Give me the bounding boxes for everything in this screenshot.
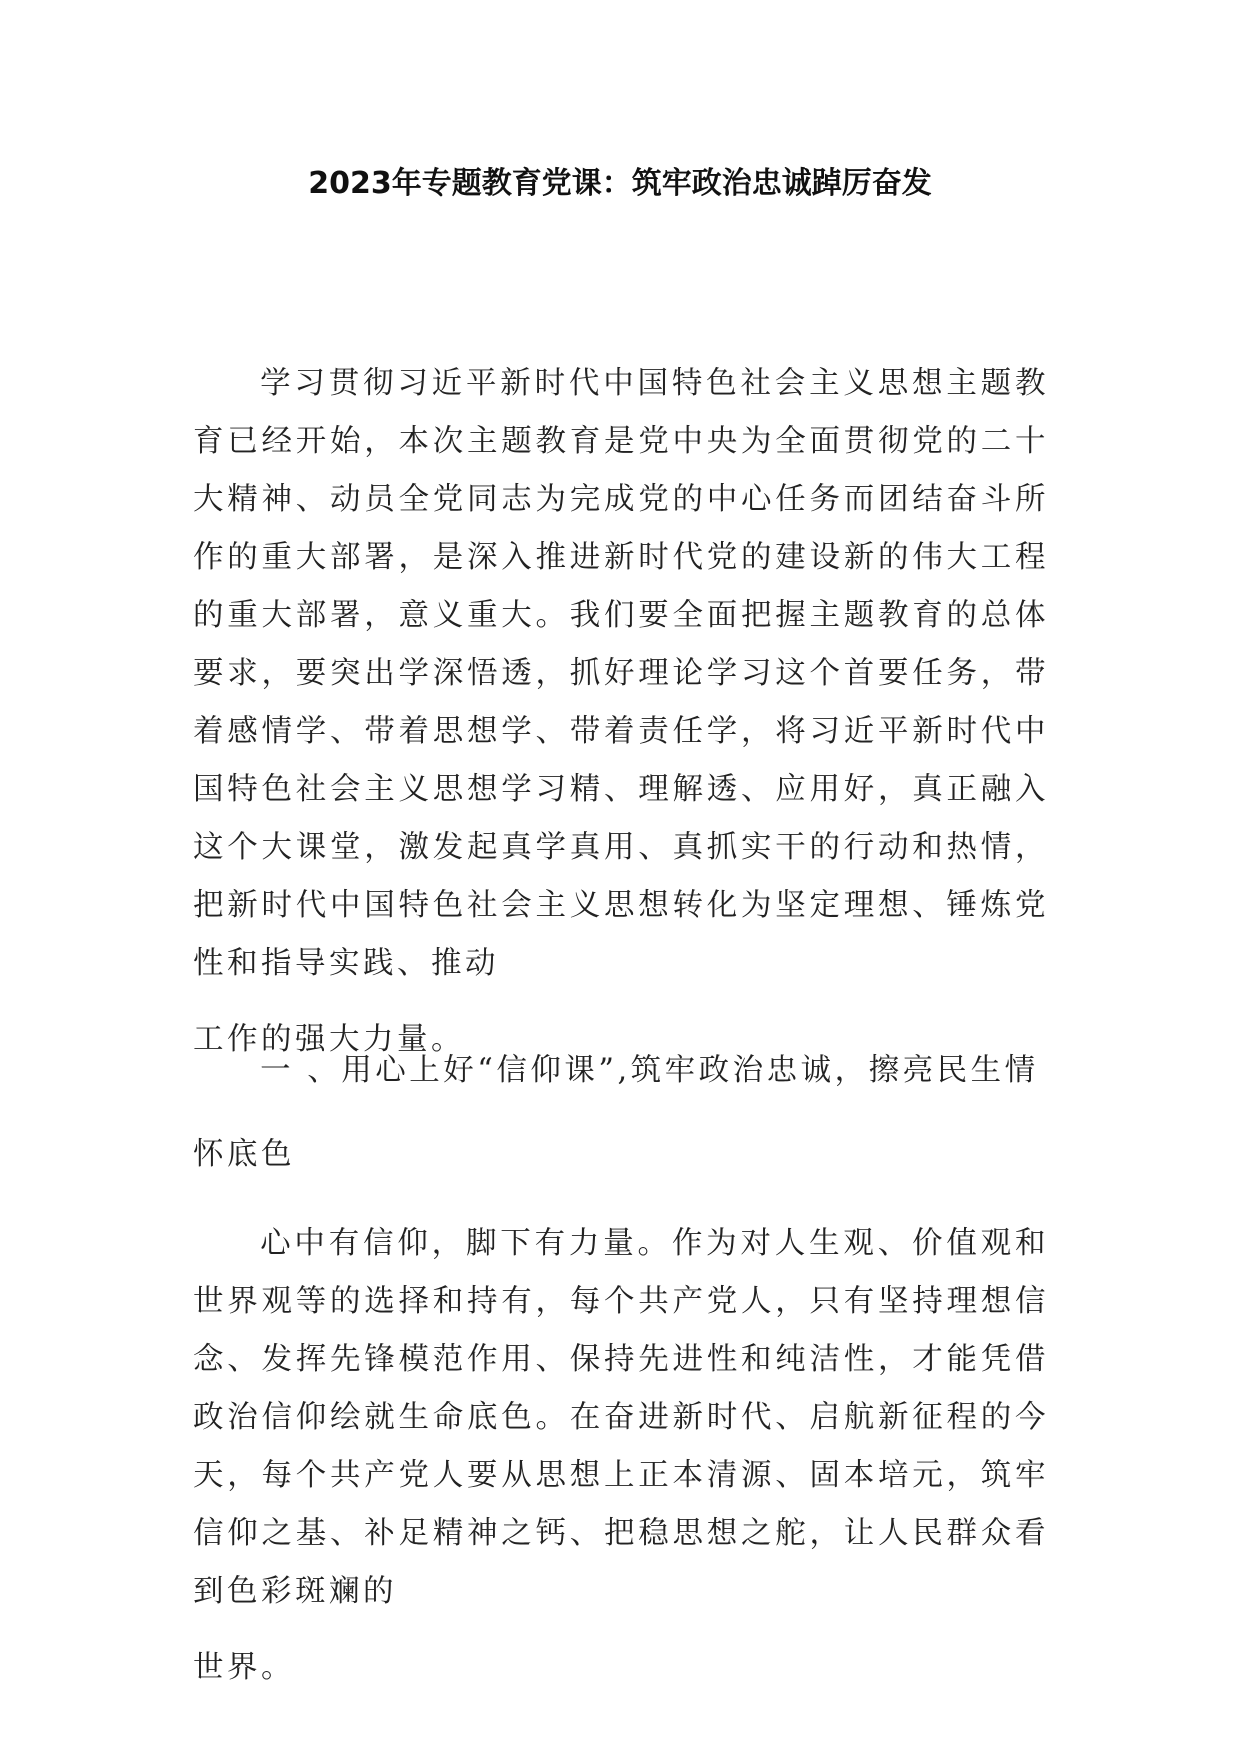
section-1-paragraph-tail: 世界。 xyxy=(193,1650,295,1685)
section-heading-1-text: 一 、用心上好“信仰课”,筑牢政治忠诚，擦亮民生情 xyxy=(260,1053,1039,1088)
intro-paragraph-text: 学习贯彻习近平新时代中国特色社会主义思想主题教育已经开始，本次主题教育是党中央为全面贯彻党的二十大精神、动员全党同志为完成党的中心任务而团结奋斗所作的重大部署，是深入推进新时代党的建设新的伟大工程的重大部署，意义重大。我们要全面把握主题教育的总体要求，要突出学深悟透，抓好理论学习这个首要任务，带着感情学、带着思想学、带着责任学，将习近平新时代中国特色社会主义思想学习精、理解透、应用好，真正融入这个大课堂，激发起真学真用、真抓实干的行动和热情，把新时代中国特色社会主义思想转化为坚定理想、锤炼党性和指导实践、推动 xyxy=(193,366,1049,981)
intro-paragraph xyxy=(193,355,1049,1069)
section-heading-1-tail: 怀底色 xyxy=(193,1137,295,1172)
document-title: 2023年专题教育党课：筑牢政治忠诚踔厉奋发 xyxy=(308,166,932,201)
section-1-paragraph-text: 心中有信仰，脚下有力量。作为对人生观、价值观和世界观等的选择和持有，每个共产党人，只有坚持理想信念、发挥先锋模范作用、保持先进性和纯洁性，才能凭借政治信仰绘就生命底色。在奋进新时代、启航新征程的今天，每个共产党人要从思想上正本清源、固本培元，筑牢信仰之基、补足精神之钙、把稳思想之舵，让人民群众看到色彩斑斓的 xyxy=(193,1226,1049,1609)
intro-paragraph-tail: 工作的强大力量。 xyxy=(193,1022,465,1057)
section-heading-1 xyxy=(193,1042,1049,1184)
section-1-paragraph xyxy=(193,1215,1049,1697)
